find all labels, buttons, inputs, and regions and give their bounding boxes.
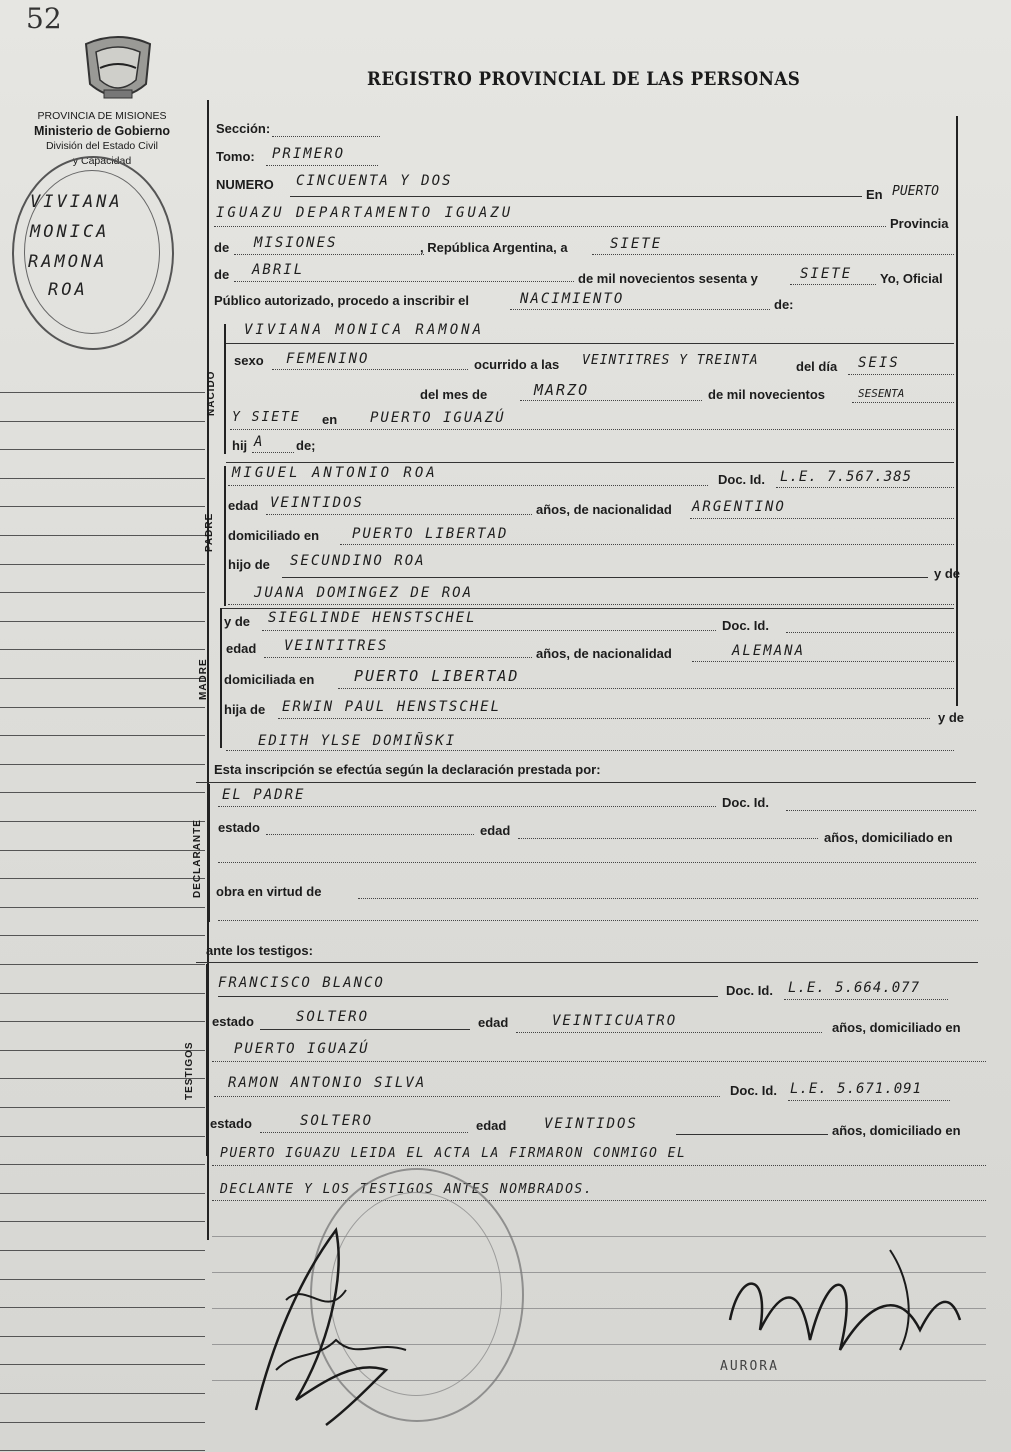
margin-ruled-line: [0, 764, 205, 765]
de-label-2: de: [214, 267, 230, 282]
mes-value: ABRIL: [252, 262, 305, 278]
sexo-value: FEMENINO: [286, 351, 370, 367]
madre-edad-value: VEINTITRES: [284, 638, 389, 654]
margin-ruled-line: [0, 850, 205, 851]
margin-ruled-line: [0, 1164, 205, 1165]
testigo2-estado-value: SOLTERO: [300, 1113, 374, 1129]
margin-ruled-line: [0, 621, 205, 622]
padre-nac-label: años, de nacionalidad: [536, 502, 672, 517]
margin-ruled-line: [0, 1393, 205, 1394]
madre-section-label: MADRE: [198, 658, 209, 700]
inscripcion-label: Esta inscripción se efectúa según la declaración prestada por:: [214, 762, 601, 777]
margin-ruled-line: [0, 506, 205, 507]
hora-value: VEINTITRES Y TREINTA: [582, 353, 759, 368]
yo-oficial-label: Yo, Oficial: [880, 271, 943, 286]
padre-doc-label: Doc. Id.: [718, 472, 765, 487]
province-name: PROVINCIA DE MISIONES: [37, 110, 167, 122]
padre-nac-value: ARGENTINO: [692, 499, 786, 515]
margin-ruled-line: [0, 1336, 205, 1337]
mil-nov-label: de mil novecientos: [708, 387, 826, 402]
declarante-anos-label: años, domiciliado en: [824, 830, 953, 845]
declarante-edad-label: edad: [480, 823, 511, 838]
testigo1-edad-label: edad: [478, 1015, 509, 1030]
margin-ruled-line: [0, 592, 205, 593]
testigo1-edad-value: VEINTICUATRO: [552, 1013, 678, 1029]
abuela-m-value: EDITH YLSE DOMIÑSKI: [258, 733, 457, 749]
ministry-name: Ministerio de Gobierno: [33, 124, 171, 138]
obra-label: obra en virtud de: [216, 884, 322, 899]
padre-dom-value: PUERTO LIBERTAD: [352, 526, 509, 542]
anio-value: SIETE: [800, 266, 853, 282]
del-dia-label: del día: [796, 359, 838, 374]
testigo1-doc-value: L.E. 5.664.077: [788, 980, 921, 996]
margin-ruled-line: [0, 1107, 205, 1108]
margin-ruled-line: [0, 993, 205, 994]
testigo1-doc-label: Doc. Id.: [726, 983, 773, 998]
sexo-label: sexo: [234, 353, 264, 368]
hija-de-label: hija de: [224, 702, 266, 717]
margin-ruled-line: [0, 535, 205, 536]
margin-ruled-line: [0, 792, 205, 793]
numero-value: CINCUENTA Y DOS: [296, 173, 453, 189]
division-name: División del Estado Civil: [45, 140, 159, 152]
en-label: En: [866, 187, 883, 202]
madre-dom-label: domiciliada en: [224, 672, 315, 687]
testigo2-doc-value: L.E. 5.671.091: [790, 1081, 923, 1097]
abuelo-m-value: ERWIN PAUL HENSTSCHEL: [282, 699, 502, 715]
hijo-de-label: hijo de: [228, 557, 270, 572]
margin-ruled-line: [0, 1307, 205, 1308]
declarante-doc-label: Doc. Id.: [722, 795, 769, 810]
numero-label: NUMERO: [216, 177, 274, 192]
testigo2-anos-label: años, domiciliado en: [832, 1123, 961, 1138]
provincia-label: Provincia: [890, 216, 949, 231]
padre-nombre-value: MIGUEL ANTONIO ROA: [232, 465, 438, 481]
padre-dom-label: domiciliado en: [228, 528, 320, 543]
y-de-label-3: y de: [938, 710, 965, 725]
margin-ruled-line: [0, 1221, 205, 1222]
tomo-value: PRIMERO: [272, 146, 346, 162]
margin-ruled-line: [0, 1050, 205, 1051]
margin-ruled-line: [0, 1078, 205, 1079]
stamp-name-3: RAMONA: [28, 252, 108, 272]
division-subname: y Capacidad: [72, 155, 132, 167]
margin-ruled-line: [0, 935, 205, 936]
testigo2-nombre-value: RAMON ANTONIO SILVA: [228, 1075, 427, 1091]
margin-ruled-line: [0, 1450, 205, 1451]
padre-doc-value: L.E. 7.567.385: [780, 469, 913, 485]
dia-value: SEIS: [858, 355, 900, 371]
margin-ruled-line: [0, 1136, 205, 1137]
mil-sesenta-label: de mil novecientos sesenta y: [578, 271, 758, 286]
signature-left-icon: [236, 1210, 446, 1440]
margin-ruled-line: [0, 449, 205, 450]
cierre-line-1: PUERTO IGUAZU LEIDA EL ACTA LA FIRMARON CONMIGO EL: [220, 1146, 687, 1161]
document-title: REGISTRO PROVINCIAL DE LAS PERSONAS: [367, 68, 801, 90]
madre-dom-value: PUERTO LIBERTAD: [354, 667, 520, 685]
y-de-label-2: y de: [224, 614, 251, 629]
madre-doc-label: Doc. Id.: [722, 618, 769, 633]
lugar-value: IGUAZU DEPARTAMENTO IGUAZU: [216, 205, 514, 221]
de-label-1: de: [214, 240, 230, 255]
hij-de-label: de;: [296, 438, 316, 453]
padre-section-label: PADRE: [204, 512, 215, 552]
madre-nac-value: ALEMANA: [732, 643, 806, 659]
testigo2-doc-label: Doc. Id.: [730, 1083, 777, 1098]
nombre-value: VIVIANA MONICA RAMONA: [244, 322, 485, 338]
provincia-value: MISIONES: [254, 235, 338, 251]
hij-label: hij: [232, 438, 248, 453]
testigo1-estado-label: estado: [212, 1014, 254, 1029]
nacido-section-label: NACIDO: [206, 370, 217, 416]
margin-ruled-line: [0, 1250, 205, 1251]
stamp-name-2: MONICA: [30, 222, 110, 242]
page-number: 52: [26, 2, 62, 35]
margin-ruled-line: [0, 964, 205, 965]
anio-nac-value-2: Y SIETE: [232, 410, 301, 425]
madre-nombre-value: SIEGLINDE HENSTSCHEL: [268, 610, 477, 626]
testigo2-edad-value: VEINTIDOS: [544, 1116, 638, 1132]
hij-suffix-value: A: [254, 434, 263, 450]
testigos-section-label: TESTIGOS: [184, 1041, 195, 1100]
margin-ruled-line: [0, 1364, 205, 1365]
testigo1-dom-value: PUERTO IGUAZÚ: [234, 1041, 370, 1057]
margin-ruled-line: [0, 649, 205, 650]
ante-testigos-label: ante los testigos:: [206, 943, 313, 958]
en-value: PUERTO: [892, 184, 939, 199]
ocurrido-label: ocurrido a las: [474, 357, 560, 372]
testigo1-nombre-value: FRANCISCO BLANCO: [218, 975, 385, 991]
de-colon-label: de:: [774, 297, 794, 312]
margin-ruled-line: [0, 1279, 205, 1280]
testigo2-estado-label: estado: [210, 1116, 252, 1131]
republica-label: , República Argentina, a: [420, 240, 568, 255]
margin-ruled-line: [0, 392, 205, 393]
margin-ruled-line: [0, 821, 205, 822]
declarante-value: EL PADRE: [222, 787, 306, 803]
abuelo-p-value: SECUNDINO ROA: [290, 553, 426, 569]
margin-ruled-line: [0, 564, 205, 565]
del-mes-label: del mes de: [420, 387, 488, 402]
margin-ruled-line: [0, 421, 205, 422]
mes-nac-value: MARZO: [534, 381, 590, 399]
seccion-label: Sección:: [216, 121, 271, 136]
margin-ruled-line: [0, 1193, 205, 1194]
lugar-nac-value: PUERTO IGUAZÚ: [370, 410, 506, 426]
margin-ruled-line: [0, 878, 205, 879]
abuela-p-value: JUANA DOMINGEZ DE ROA: [254, 585, 474, 601]
tomo-label: Tomo:: [216, 149, 255, 164]
padre-edad-value: VEINTIDOS: [270, 495, 364, 511]
signature-right-icon: [720, 1230, 970, 1380]
declarante-estado-label: estado: [218, 820, 260, 835]
svg-text:AURORA: AURORA: [720, 1359, 779, 1374]
publico-label: Público autorizado, procedo a inscribir el: [214, 293, 469, 308]
anio-nac-value-1: SESENTA: [858, 387, 905, 400]
margin-ruled-line: [0, 678, 205, 679]
coat-of-arms-icon: [78, 34, 158, 106]
acto-value: NACIMIENTO: [520, 291, 625, 307]
stamp-name-4: ROA: [48, 280, 88, 300]
declarante-section-label: DECLARANTE: [192, 819, 203, 898]
stamp-name-1: VIVIANA: [30, 192, 123, 212]
testigo1-anos-label: años, domiciliado en: [832, 1020, 961, 1035]
margin-ruled-line: [0, 1422, 205, 1423]
margin-ruled-line: [0, 478, 205, 479]
margin-ruled-line: [0, 735, 205, 736]
madre-edad-label: edad: [226, 641, 257, 656]
margin-ruled-line: [0, 907, 205, 908]
padre-edad-label: edad: [228, 498, 259, 513]
y-de-label-1: y de: [934, 566, 961, 581]
cierre-line-2: DECLANTE Y LOS TESTIGOS ANTES NOMBRADOS.: [220, 1182, 594, 1197]
right-border: [956, 116, 958, 706]
margin-ruled-line: [0, 707, 205, 708]
dia-a-value: SIETE: [610, 236, 663, 252]
margin-ruled-line: [0, 1021, 205, 1022]
madre-nac-label: años, de nacionalidad: [536, 646, 672, 661]
en-label-2: en: [322, 412, 338, 427]
testigo1-estado-value: SOLTERO: [296, 1009, 370, 1025]
testigo2-edad-label: edad: [476, 1118, 507, 1133]
